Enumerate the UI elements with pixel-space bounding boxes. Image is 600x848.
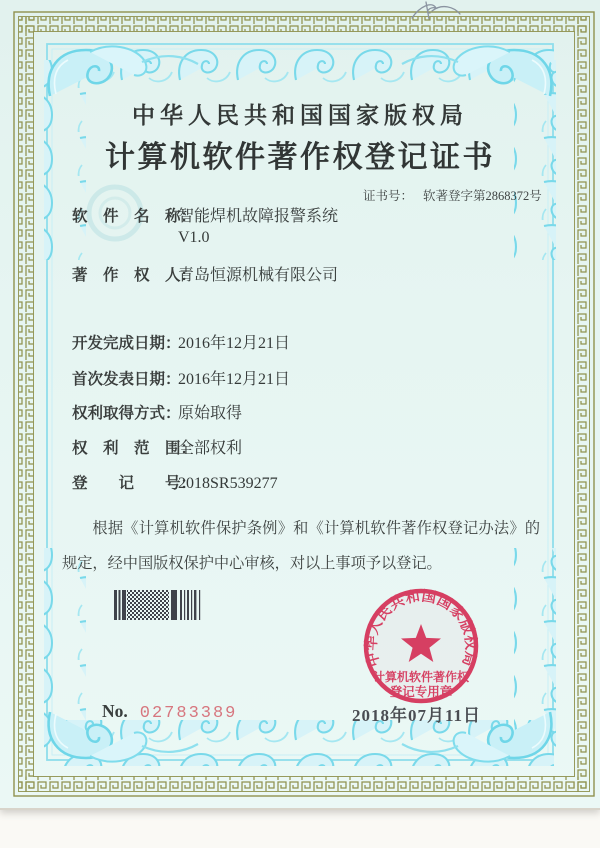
field-label: 开发完成日期： (72, 335, 181, 352)
field-value: 2018SR539277 (178, 475, 278, 492)
field-value: 智能焊机故障报警系统 V1.0 (178, 208, 339, 246)
certificate-title: 计算机软件著作权登记证书 (105, 141, 495, 174)
field-label: 权 利 范 围： (72, 440, 197, 457)
serial-number-line (102, 701, 237, 723)
field-label: 登 记 号： (72, 475, 197, 492)
field-value: 全部权利 (178, 440, 243, 457)
certificate-number-value: 软著登字第2868372号 (423, 189, 542, 203)
field-value-version: V1.0 (178, 229, 210, 246)
serial-prefix: No. (102, 701, 128, 721)
field-value: 青岛恒源机械有限公司 (178, 267, 339, 284)
seal-ring-text: 中华人民共和国国家版权局 (363, 588, 479, 669)
seal-title-line2: 登记专用章 (389, 685, 453, 699)
registration-statement: 根据《计算机软件保护条例》和《计算机软件著作权登记办法》的规定，经中国版权保护中心审核，对以上事项予以登记。 (62, 520, 540, 572)
authority-title: 中华人民共和国国家版权局 (132, 103, 468, 128)
field-value: 2016年12月21日 (178, 335, 291, 352)
issue-date: 2018年07月11日 (352, 706, 482, 725)
field-value: 原始取得 (178, 405, 243, 422)
field-label: 首次发表日期： (72, 371, 181, 388)
field-label: 著 作 权 人： (72, 267, 197, 284)
certificate-number-line (363, 186, 542, 204)
field-label: 软 件 名 称： (72, 208, 197, 225)
field-value: 2016年12月21日 (178, 371, 291, 388)
serial-number: 02783389 (139, 704, 238, 723)
official-seal (346, 571, 496, 721)
barcode (114, 590, 202, 620)
pen-mark (398, 0, 488, 24)
field-label: 权利取得方式： (72, 405, 181, 422)
seal-title-line1: 计算机软件著作权 (372, 670, 470, 684)
certificate-number-label: 证书号： (363, 189, 414, 203)
